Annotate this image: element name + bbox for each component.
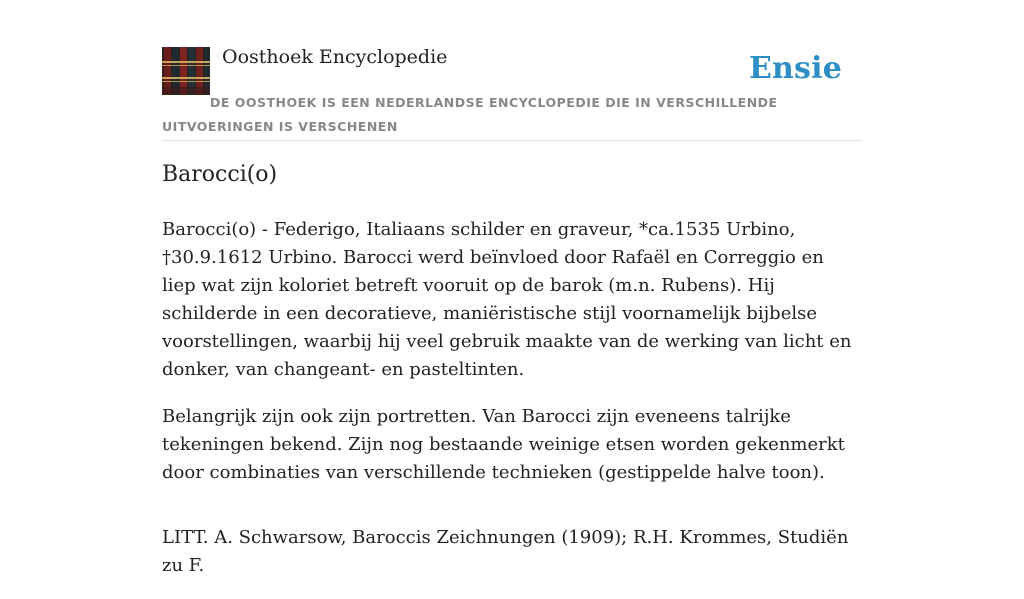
site-name[interactable]: Oosthoek Encyclopedie: [222, 46, 448, 68]
entry-literature: LITT. A. Schwarsow, Baroccis Zeichnungen (1909); R.H. Krommes, Studiën zu F.: [162, 527, 849, 576]
page: [162, 0, 862, 576]
brand-logo-link[interactable]: Ensie: [748, 51, 842, 86]
entry-paragraph: Belangrijk zijn ook zijn portretten. Van Barocci zijn eveneens talrijke tekeningen bekend. Zijn nog bestaande weinige etsen worden gekenmerkt door combinaties van verschillende technieken (gestippelde halve toon).: [162, 406, 845, 483]
entry-body: [162, 216, 862, 599]
book-spines-icon: [162, 47, 210, 95]
site-tagline: DE OOSTHOEK IS EEN NEDERLANDSE ENCYCLOPEDIE DIE IN VERSCHILLENDE UITVOERINGEN IS VERSCHENEN: [162, 95, 778, 134]
site-avatar[interactable]: [162, 47, 210, 95]
entry-title: Barocci(o): [162, 162, 278, 187]
site-header: [162, 0, 862, 141]
entry-paragraph: Barocci(o) - Federigo, Italiaans schilder en graveur, *ca.1535 Urbino, †30.9.1612 Urbino. Barocci werd beïnvloed door Rafaël en Correggio en liep wat zijn koloriet betreft vooruit op de barok (m.n. Rubens). Hij schilderde in een decoratieve, maniëristische stijl voornamelijk bijbelse voorstellingen, waarbij hij veel gebruik maakte van de werking van licht en donker, van changeant- en pasteltinten.: [162, 219, 852, 380]
